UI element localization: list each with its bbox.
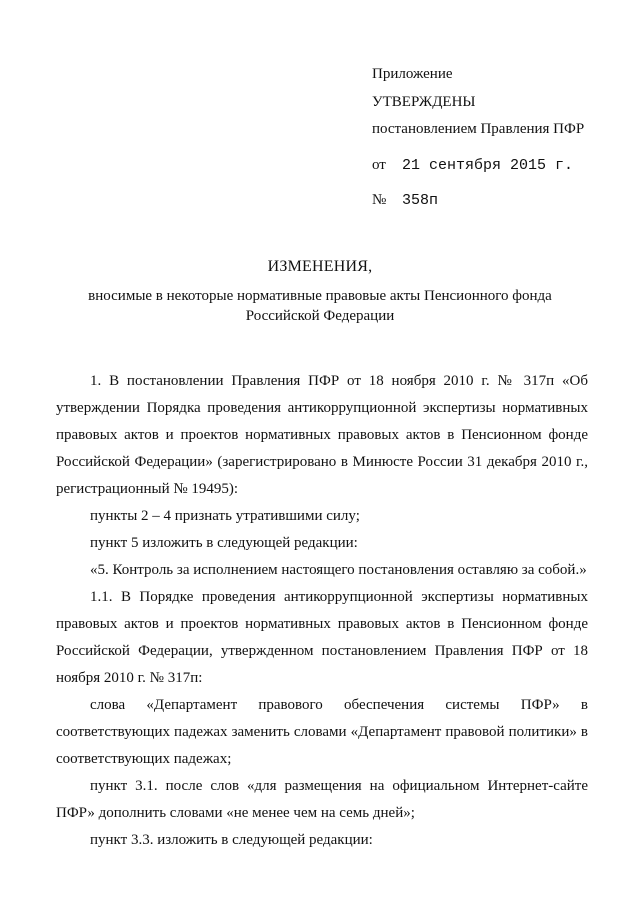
appendix-label: Приложение bbox=[372, 66, 453, 82]
number-prefix: № bbox=[372, 192, 387, 208]
paragraph-1: 1. В постановлении Правления ПФР от 18 ноября 2010 г. № 317п «Об утверждении Порядка проведения антикоррупционной экспертизы нормативных правовых актов и проектов нормативных правовых актов в Пенсионном фонде Российской Федерации» (зарегистрировано в Минюсте России 31 декабря 2010 г., регистрационный № 19495): bbox=[56, 373, 588, 497]
date-line bbox=[372, 155, 573, 175]
paragraph-8: пункт 3.3. изложить в следующей редакции: bbox=[90, 832, 373, 848]
paragraph-6: слова «Департамент правового обеспечения системы ПФР» в соответствующих падежах заменить словами «Департамент правовой политики» в соответствующих падежах; bbox=[56, 697, 588, 767]
approved-label: УТВЕРЖДЕНЫ bbox=[372, 94, 476, 110]
date-prefix: от bbox=[372, 157, 386, 173]
paragraph-2: пункты 2 – 4 признать утратившими силу; bbox=[90, 508, 360, 524]
number-value: 358п bbox=[402, 192, 439, 209]
number-line bbox=[372, 190, 438, 210]
document-subtitle: вносимые в некоторые нормативные правовые акты Пенсионного фонда Российской Федерации bbox=[88, 288, 552, 324]
document-body bbox=[56, 368, 588, 854]
paragraph-5: 1.1. В Порядке проведения антикоррупционной экспертизы нормативных правовых актов и проектов нормативных правовых актов в Пенсионном фонде Российской Федерации, утвержденном постановлением Правления ПФР от 18 ноября 2010 г. № 317п: bbox=[56, 589, 588, 686]
paragraph-3: пункт 5 изложить в следующей редакции: bbox=[90, 535, 358, 551]
paragraph-7: пункт 3.1. после слов «для размещения на официальном Интернет-сайте ПФР» дополнить словами «не менее чем на семь дней»; bbox=[56, 778, 588, 821]
date-value: 21 сентября 2015 г. bbox=[402, 157, 574, 174]
resolution-label: постановлением Правления ПФР bbox=[372, 121, 585, 137]
paragraph-4: «5. Контроль за исполнением настоящего постановления оставляю за собой.» bbox=[90, 562, 587, 578]
document-title: ИЗМЕНЕНИЯ, bbox=[267, 258, 373, 275]
